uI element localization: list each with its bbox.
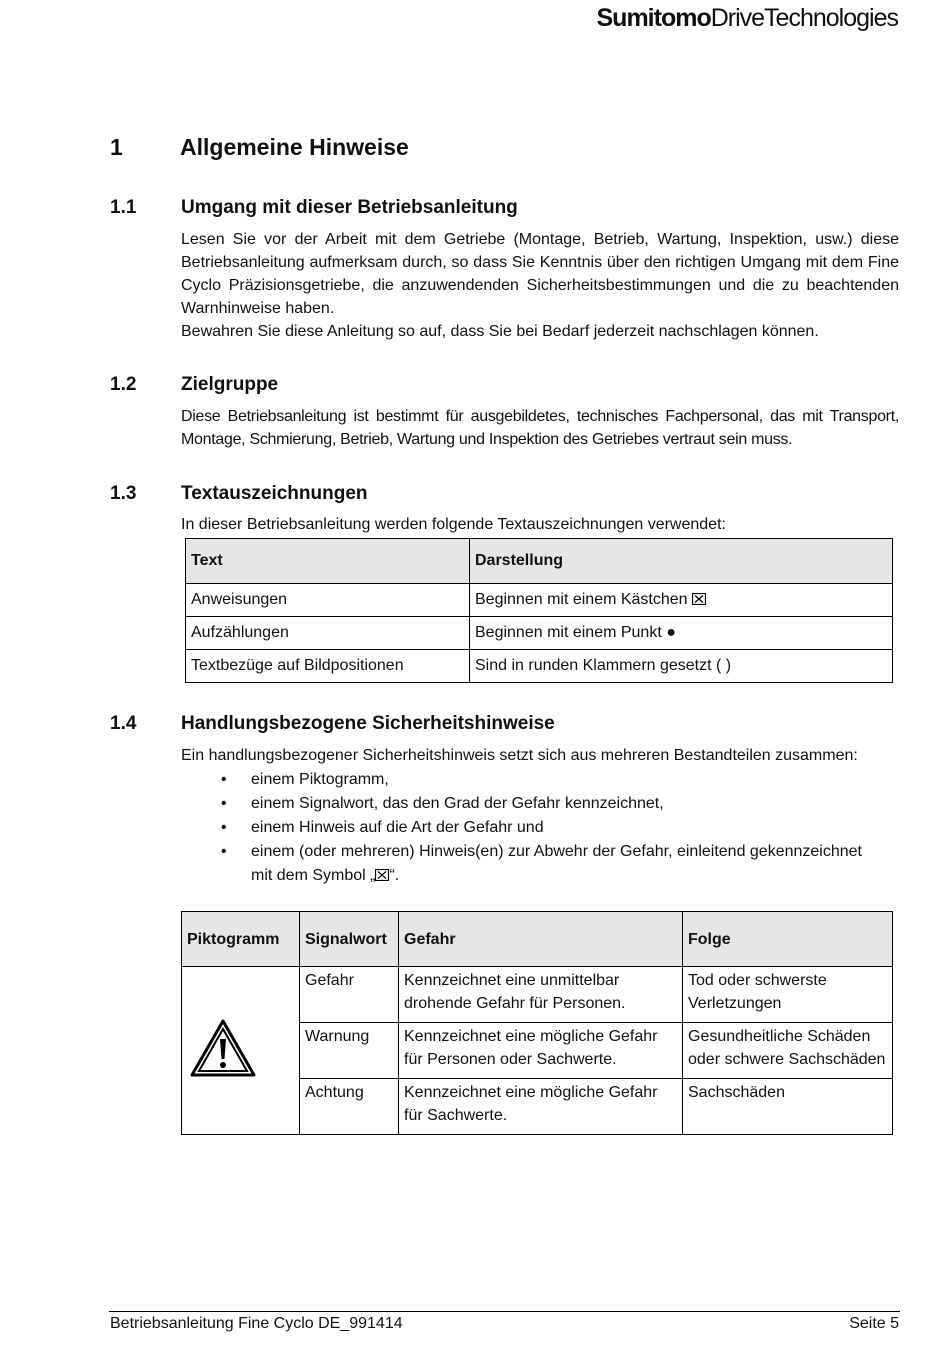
list-item-text: mit dem Symbol „ <box>251 867 376 884</box>
section-number: 1.2 <box>110 374 137 395</box>
bullet-marker: • <box>221 843 227 860</box>
text-markup-table <box>185 538 893 683</box>
table-cell: Kennzeichnet eine mögliche Gefahr für Personen oder Sachwerte. <box>399 1023 683 1079</box>
table-cell: Textbezüge auf Bildpositionen <box>186 650 470 683</box>
company-logo <box>597 4 899 33</box>
logo-part1: Sumitomo <box>596 4 711 32</box>
table-header-cell: Darstellung <box>470 539 893 584</box>
safety-notice-table <box>181 911 893 1135</box>
table-cell <box>470 584 893 617</box>
list-item-text: “. <box>389 867 400 884</box>
table-cell: Beginnen mit einem Punkt ● <box>470 617 893 650</box>
section-1-2-paragraph: Diese Betriebsanleitung ist bestimmt für ausgebildetes, technisches Fachpersonal, das mit Transport, Montage, Schmierung, Betrieb, Wartung und Inspektion des Getriebes vertraut sein muss. <box>181 408 899 448</box>
section-1-3-intro: In dieser Betriebsanleitung werden folgende Textauszeichnungen verwendet: <box>181 516 726 533</box>
table-row <box>186 617 893 650</box>
pictogram-cell <box>182 967 300 1135</box>
table-header-cell: Gefahr <box>399 912 683 967</box>
table-header-cell: Signalwort <box>300 912 399 967</box>
table-row <box>186 650 893 683</box>
table-cell: Gefahr <box>300 967 399 1023</box>
table-cell: Anweisungen <box>186 584 470 617</box>
section-1-heading <box>110 134 409 161</box>
section-1-1-paragraph <box>181 228 899 343</box>
list-item-text: einem Piktogramm, <box>251 771 389 788</box>
table-header-row <box>186 539 893 584</box>
footer-document-title: Betriebsanleitung Fine Cyclo DE_991414 <box>110 1315 403 1332</box>
section-number: 1.3 <box>110 483 137 504</box>
table-cell: Kennzeichnet eine mögliche Gefahr für Sachwerte. <box>399 1079 683 1135</box>
table-cell: Sachschäden <box>683 1079 893 1135</box>
list-item <box>181 816 899 840</box>
section-number: 1 <box>110 134 123 160</box>
table-cell: Achtung <box>300 1079 399 1135</box>
logo-part2: DriveTechnologies <box>710 4 898 32</box>
section-1-2-heading <box>110 374 278 396</box>
section-title: Zielgruppe <box>181 374 279 395</box>
bullet-marker: • <box>221 771 227 788</box>
footer-page-number: Seite 5 <box>849 1315 899 1332</box>
table-header-cell: Folge <box>683 912 893 967</box>
section-1-4-intro: Ein handlungsbezogener Sicherheitshinweis setzt sich aus mehreren Bestandteilen zusammen: <box>181 747 858 764</box>
list-item-text: einem Signalwort, das den Grad der Gefahr kennzeichnet, <box>251 795 664 812</box>
table-header-cell: Text <box>186 539 470 584</box>
warning-triangle-icon <box>190 1019 256 1077</box>
section-title: Textauszeichnungen <box>181 483 368 504</box>
list-item <box>181 768 899 792</box>
list-item <box>181 792 899 816</box>
section-number: 1.4 <box>110 713 137 734</box>
section-1-4-heading <box>110 713 555 735</box>
table-row <box>182 967 893 1023</box>
list-item-text: einem Hinweis auf die Art der Gefahr und <box>251 819 544 836</box>
section-number: 1.1 <box>110 197 137 218</box>
table-header-cell: Piktogramm <box>182 912 300 967</box>
crossed-box-icon <box>692 593 706 605</box>
paragraph-text: Bewahren Sie diese Anleitung so auf, dass Sie bei Bedarf jederzeit nachschlagen können. <box>181 323 819 340</box>
section-title: Allgemeine Hinweise <box>180 134 409 160</box>
table-header-row <box>182 912 893 967</box>
table-row <box>186 584 893 617</box>
list-item-text: einem (oder mehreren) Hinweis(en) zur Abwehr der Gefahr, einleitend gekennzeichnet <box>251 843 862 860</box>
safety-components-list <box>181 768 899 888</box>
crossed-box-icon <box>375 869 389 881</box>
bullet-marker: • <box>221 795 227 812</box>
list-item <box>181 840 899 888</box>
table-cell: Warnung <box>300 1023 399 1079</box>
table-cell: Gesundheitliche Schäden oder schwere Sachschäden <box>683 1023 893 1079</box>
footer-divider <box>109 1311 900 1312</box>
table-cell: Aufzählungen <box>186 617 470 650</box>
section-title: Umgang mit dieser Betriebsanleitung <box>181 197 518 218</box>
bullet-marker: • <box>221 819 227 836</box>
table-cell: Kennzeichnet eine unmittelbar drohende Gefahr für Personen. <box>399 967 683 1023</box>
section-1-1-heading <box>110 197 518 219</box>
table-cell-text: Beginnen mit einem Kästchen <box>475 591 688 608</box>
paragraph-text: Lesen Sie vor der Arbeit mit dem Getriebe (Montage, Betrieb, Wartung, Inspektion, usw.) diese Betriebsanleitung aufmerksam durch, so dass Sie Kenntnis über den richtigen Umgang mit dem Fine Cyclo Präzisionsgetriebe, die anzuwendenden Sicherheitsbestimmungen und die zu beachtenden Warnhinweise haben. <box>181 231 899 317</box>
table-cell: Tod oder schwerste Verletzungen <box>683 967 893 1023</box>
table-cell: Sind in runden Klammern gesetzt ( ) <box>470 650 893 683</box>
section-title: Handlungsbezogene Sicherheitshinweise <box>181 713 555 734</box>
section-1-3-heading <box>110 483 368 505</box>
